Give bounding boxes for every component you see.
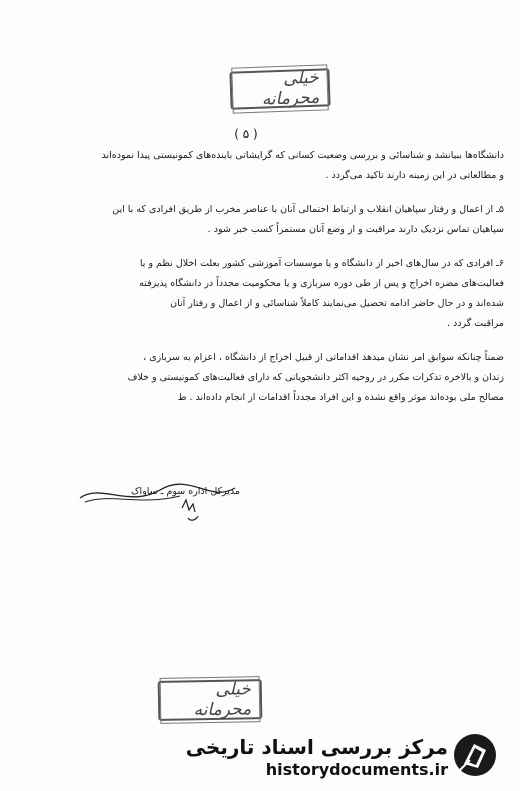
text-line: و مطالعاتی در این زمینه دارند تاکید می‌گردد . — [325, 170, 504, 181]
confidential-stamp-bottom — [158, 679, 263, 721]
text-line: سپاهیان تماس نزدیک دارند مراقبت و از وضع آنان مستمراً کسب خبر شود . — [207, 224, 504, 235]
text-line: ۶ـ افرادی که در سال‌های اخیر از دانشگاه و یا موسسات آموزشی کشور بعلت اخلال نظم و یا — [139, 258, 504, 269]
archive-url: historydocuments.ir — [265, 760, 448, 779]
text-line: شده‌اند و در حال حاضر ادامه تحصیل می‌نمایند کاملاً شناسائی و از اعمال و رفتار آنان — [170, 298, 504, 309]
paragraph-3 — [34, 254, 504, 334]
paragraph-1 — [34, 146, 504, 186]
page-number: ( ۵ ) — [234, 127, 258, 141]
signature-title: مدیرکل اداره سوم ـ ساواک — [131, 486, 240, 497]
archive-logo-icon — [452, 732, 498, 778]
stamp-text: خیلی محرمانه — [160, 676, 261, 724]
stamp-text: خیلی محرمانه — [231, 64, 329, 113]
paragraph-4 — [34, 348, 504, 408]
paragraph-2 — [34, 200, 504, 240]
text-line: فعالیت‌های مضره اخراج و پس از طی دوره سربازی و یا محکومیت مجدداً در دانشگاه پذیرفته — [139, 278, 504, 289]
confidential-stamp-top — [229, 68, 330, 109]
text-line: زندان و بالاخره تذکرات مکرر در روحیه اکثر دانشجویانی که دارای فعالیت‌های کمونیستی و خلاف — [127, 372, 504, 383]
archive-org-name: مرکز بررسی اسناد تاریخی — [185, 735, 448, 759]
text-line: دانشگاه‌ها ببیانشد و شناسائی و بررسی وضعیت کسانی که گرایشاتی باینده‌های کمونیستی پیدا نموده‌اند — [101, 150, 504, 161]
text-line: ضمناً چنانکه سوابق امر نشان میدهد اقداماتی از قبیل اخراج از دانشگاه ، اعزام به سربازی ، — [143, 352, 504, 363]
document-body — [34, 146, 504, 408]
text-line: مراقبت گردد . — [447, 318, 504, 329]
text-line: مصالح ملی بوده‌اند موثر واقع نشده و این افراد مجدداً اقدامات از انجام داده‌اند . ط — [177, 392, 504, 403]
text-line: ۵ـ از اعمال و رفتار سپاهیان انقلاب و ارتباط احتمالی آنان با عناصر مخرب از طریق افرادی که با این — [112, 204, 504, 215]
handwritten-signature — [70, 478, 240, 533]
